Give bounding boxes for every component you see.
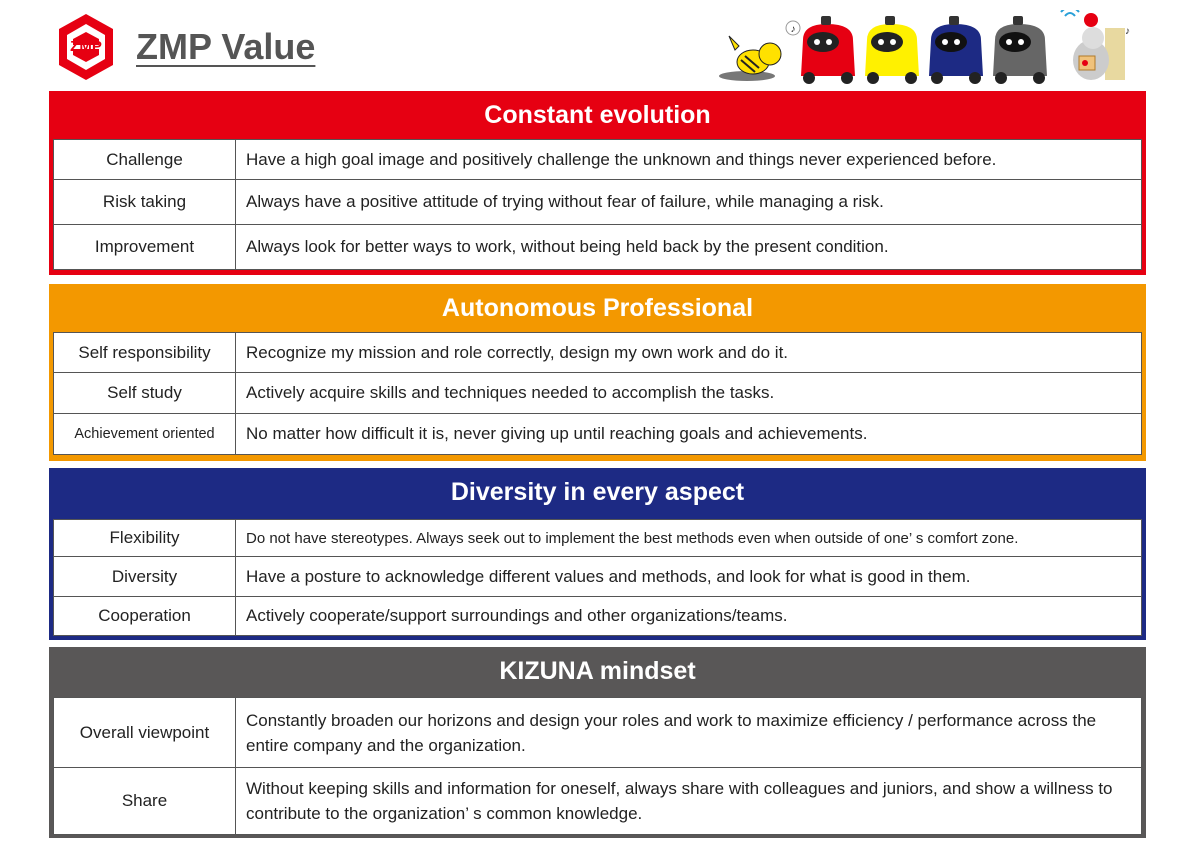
row-label: Share [54, 768, 236, 835]
page-title: ZMP Value [136, 26, 316, 67]
table-row [54, 180, 1142, 225]
row-label: Cooperation [54, 597, 236, 636]
values-table [53, 519, 1142, 636]
robot-red-icon [801, 16, 855, 84]
section-autonomous-professional [49, 284, 1146, 461]
row-label: Self study [54, 373, 236, 414]
section-title: Autonomous Professional [441, 294, 754, 322]
seal-mascot-icon [1061, 10, 1130, 80]
cat-mascot-icon [719, 21, 800, 81]
row-label: Improvement [54, 225, 236, 270]
table-row [54, 557, 1142, 597]
table-row [54, 373, 1142, 414]
section-title: Constant evolution [484, 101, 711, 129]
section-title: Diversity in every aspect [450, 478, 745, 506]
values-table [53, 139, 1142, 270]
row-label: Self responsibility [54, 333, 236, 373]
row-text: Always have a positive attitude of trying without fear of failure, while managing a risk. [236, 180, 1142, 225]
row-label: Achievement oriented [54, 414, 236, 455]
row-text: Do not have stereotypes. Always seek out to implement the best methods even when outside of one’ s comfort zone. [236, 520, 1142, 557]
row-text: Have a posture to acknowledge different values and methods, and look for what is good in them. [236, 557, 1142, 597]
row-text: Actively acquire skills and techniques needed to accomplish the tasks. [236, 373, 1142, 414]
row-label: Overall viewpoint [54, 698, 236, 768]
row-text: Constantly broaden our horizons and design your roles and work to maximize efficiency / performance across the entire company and the organization. [236, 698, 1142, 768]
table-row [54, 140, 1142, 180]
row-label: Flexibility [54, 520, 236, 557]
row-text: Actively cooperate/support surroundings and other organizations/teams. [236, 597, 1142, 636]
table-row [54, 597, 1142, 636]
table-row [54, 225, 1142, 270]
robot-yellow-icon [865, 16, 919, 84]
logo-text: ZMP [70, 38, 102, 55]
page-header [0, 0, 1191, 90]
values-table [53, 697, 1142, 835]
zmp-logo [55, 12, 117, 82]
section-diversity [49, 468, 1146, 640]
wifi-signal-icon [1061, 10, 1079, 16]
robots-illustration [715, 10, 1155, 88]
robot-navy-icon [929, 16, 983, 84]
section-kizuna-mindset [49, 647, 1146, 838]
table-row [54, 520, 1142, 557]
table-row [54, 414, 1142, 455]
table-row [54, 698, 1142, 768]
row-label: Challenge [54, 140, 236, 180]
row-text: Always look for better ways to work, without being held back by the present condition. [236, 225, 1142, 270]
robot-gray-icon [993, 16, 1047, 84]
music-note-icon: ♪ [1125, 26, 1130, 37]
row-label: Diversity [54, 557, 236, 597]
row-text: Recognize my mission and role correctly, design my own work and do it. [236, 333, 1142, 373]
row-text: Without keeping skills and information for oneself, always share with colleagues and juniors, and show a willness to contribute to the organization’ s common knowledge. [236, 768, 1142, 835]
table-row [54, 768, 1142, 835]
values-table [53, 332, 1142, 455]
table-row [54, 333, 1142, 373]
music-note-icon: ♪ [790, 24, 796, 35]
row-text: Have a high goal image and positively challenge the unknown and things never experienced before. [236, 140, 1142, 180]
row-text: No matter how difficult it is, never giving up until reaching goals and achievements. [236, 414, 1142, 455]
row-label: Risk taking [54, 180, 236, 225]
section-constant-evolution [49, 91, 1146, 275]
section-title: KIZUNA mindset [499, 657, 696, 685]
